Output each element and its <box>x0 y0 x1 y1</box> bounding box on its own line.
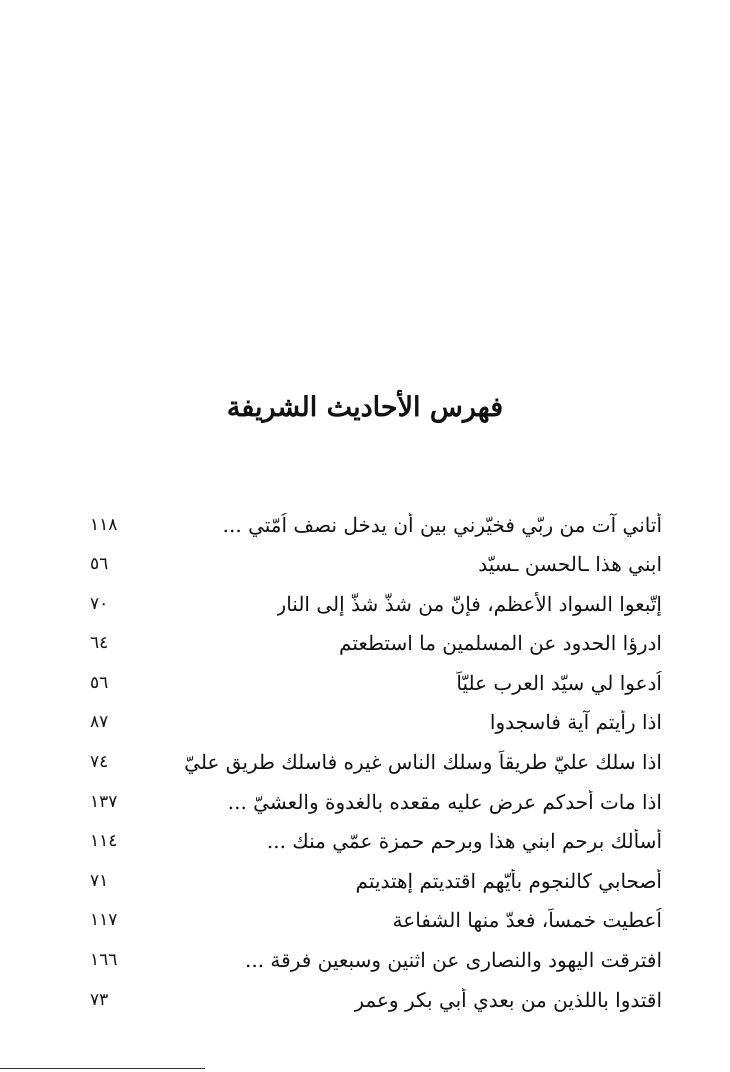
index-entry <box>90 584 662 623</box>
hadith-text: اذا رأيتم آية فاسجدوا <box>489 710 662 735</box>
hadith-text: اُدعوا لي سيّد العرب عليّاً <box>456 670 662 695</box>
page-number: ٥٦ <box>90 672 109 693</box>
hadith-text: أسألك برحم ابني هذا وبرحم حمزة عمّي منك ... <box>266 829 662 854</box>
page-title: فهرس الأحاديث الشريفة <box>226 392 504 423</box>
footnote-divider <box>0 1068 205 1069</box>
page-number: ٧٠ <box>90 593 109 614</box>
hadith-text: اقتدوا باللذين من بعدي أبي بكر وعمر <box>354 987 662 1012</box>
page-number: ١١٤ <box>90 831 118 852</box>
hadith-text: أتاني آت من ربّي فخيّرني بين أن يدخل نصف اُمّتي ... <box>222 512 662 537</box>
page-number: ٧٤ <box>90 752 109 773</box>
index-entry <box>90 861 662 900</box>
page-number: ٥٦ <box>90 554 109 575</box>
index-entry <box>90 545 662 584</box>
index-entry <box>90 941 662 980</box>
page-number: ١٣٧ <box>90 791 118 812</box>
index-entry <box>90 703 662 742</box>
index-entry <box>90 624 662 663</box>
hadith-text: أصحابي كالنجوم بأيّهم اقتديتم إهتديتم <box>355 868 662 893</box>
page-number: ١٦٦ <box>90 950 118 971</box>
index-entry <box>90 901 662 940</box>
hadith-text: اُعطيت خمساً، فعدّ منها الشفاعة <box>392 908 662 933</box>
page-number: ١١٨ <box>90 514 118 535</box>
index-entry <box>90 505 662 544</box>
hadith-text: افترقت اليهود والنصارى عن اثنين وسبعين فرقة ... <box>244 948 662 973</box>
index-entry <box>90 822 662 861</box>
hadith-index-list <box>90 505 662 1020</box>
index-entry <box>90 743 662 782</box>
hadith-text: اذا مات أحدكم عرض عليه مقعده بالغدوة والعشيّ ... <box>227 789 662 814</box>
hadith-text: اذا سلك عليّ طريقاً وسلك الناس غيره فاسلك طريق عليّ <box>184 750 662 775</box>
hadith-text: ابني هذا ـالحسن ـسيّد <box>478 552 662 577</box>
page-number: ١١٧ <box>90 910 118 931</box>
index-entry <box>90 980 662 1019</box>
page-number: ٧١ <box>90 870 109 891</box>
page-number: ٦٤ <box>90 633 109 654</box>
index-entry <box>90 782 662 821</box>
page-number: ٧٣ <box>90 989 109 1010</box>
page-number: ٨٧ <box>90 712 109 733</box>
index-entry <box>90 663 662 702</box>
hadith-text: ادرؤا الحدود عن المسلمين ما استطعتم <box>339 631 662 656</box>
hadith-text: إتّبعوا السواد الأعظم، فإنّ من شذّ شذّ إلى النار <box>276 591 662 616</box>
